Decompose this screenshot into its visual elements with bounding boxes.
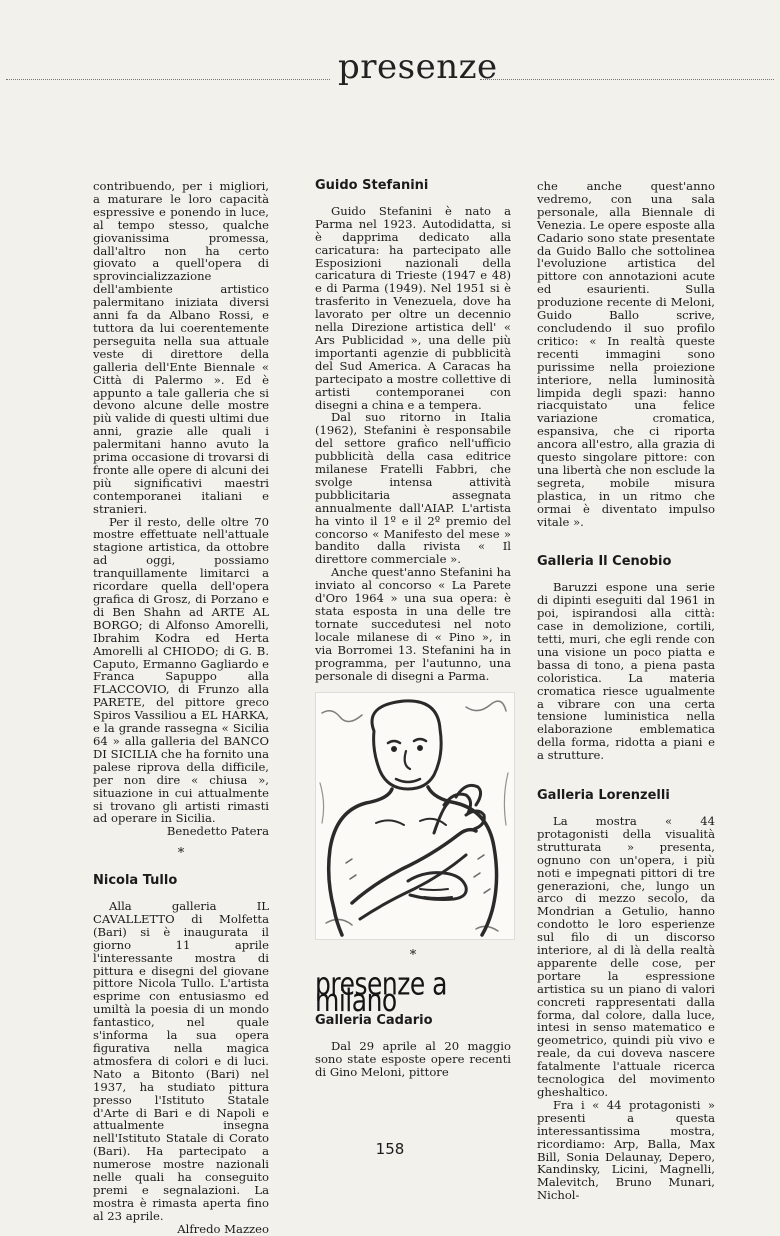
paragraph: Dal suo ritorno in Italia (1962), Stefanini è responsabile del settore grafico nell'ufficio pubblicità della casa editrice milanese Fratelli Fabbri, che svolge intensa attività pubblicitaria assegnata annualmente dall'AIAP. L'artista ha vinto il 1º e il 2º premio del concorso « Manifesto del mese » bandito dalla rivista « Il direttore commerciale ».: [315, 410, 511, 567]
paragraph: Alla galleria IL CAVALLETTO di Molfetta (Bari) si è inaugurata il giorno 11 aprile l'interessante mostra di pittura e disegni del giovane pittore Nicola Tullo. L'artista esprime con entusiasmo ed umiltà la poesia di un mondo fantastico, nel quale s'informa la sua opera figurativa nella magica atmosfera di colori e di luci. Nato a Bitonto (Bari) nel 1937, ha studiato pittura presso l'Istituto Statale d'Arte di Bari e di Napoli e attualmente insegna nell'Istituto Statale di Corato (Bari). Ha partecipato a numerose mostre nazionali nelle quali ha conseguito premi e segnalazioni. La mostra è rimasta aperta fino al 23 aprile.: [93, 899, 269, 1223]
author-signature: Benedetto Patera: [166, 824, 269, 839]
article-heading-tullo: Nicola Tullo: [93, 873, 178, 889]
article-heading-cadario: Galleria Cadario: [315, 1013, 433, 1029]
paragraph: Dal 29 aprile al 20 maggio sono state esposte opere recenti di Gino Meloni, pittore: [315, 1039, 511, 1079]
paragraph: Guido Stefanini è nato a Parma nel 1923. Autodidatta, si è dapprima dedicato alla caricatura: ha partecipato alle Esposizioni nazionali della caricatura di Trieste (1947 e 48) e di Parma (1949). Nel 1951 si è trasferito in Venezuela, dove ha lavorato per oltre un decennio nella Direzione artistica dell' « Ars Publicidad », una delle più importanti agenzie di pubblicità del Sud America. A Caracas ha partecipato a mostre collettive di artisti contemporanei con disegni a china e a tempera.: [315, 203, 511, 412]
header-rule-left: [6, 79, 330, 80]
section-separator: *: [409, 948, 417, 964]
paragraph: che anche quest'anno vedremo, con una sala personale, alla Biennale di Venezia. Le opere esposte alla Cadario sono state presentate da Guido Ballo che sottolinea l'evoluzione artistica del pittore con annotazioni acute ed esaurienti. Sulla produzione recente di Meloni, Guido Ballo scrive, concludendo il suo profilo critico: « In realtà queste recenti immagini sono purissime nella proiezione interiore, nella luminosità limpida degli spazi: hanno riacquistato una felice variazione cromatica, espansiva, che ci riporta ancora all'estro, alla grazia di questo singolare pittore: con una libertà che non esclude la segreta, mobile misura plastica, in un ritmo che ormai è diventato impulso vitale ».: [537, 179, 715, 529]
section-separator: *: [177, 846, 185, 862]
paragraph: Anche quest'anno Stefanini ha inviato al concorso « La Parete d'Oro 1964 » una sua opera: è stata esposta in una delle tre tornate succedutesi nel noto locale milanese di « Pino », in via Borromei 13. Stefanini ha in programma, per l'autunno, una personale di disegni a Parma.: [315, 565, 511, 683]
paragraph: contribuendo, per i migliori, a maturare le loro capacità espressive e ponendo in luce, al tempo stesso, qualche giovanissima promessa, dall'altro non ha certo giovato a quell'opera di sprovincializzazione dell'ambiente artistico palermitano iniziata diversi anni fa da Albano Rossi, e tuttora da lui coerentemente perseguita nella sua attuale veste di direttore della galleria dell'Ente Biennale « Città di Palermo ». Ed è appunto a tale galleria che si devono alcune delle mostre più valide di questi ultimi due anni, grazie alle quali i palermitani hanno avuto la prima occasione di trovarsi di fronte alle opere di alcuni dei più significativi maestri contemporanei italiani e stranieri.: [93, 179, 269, 516]
paragraph: Per il resto, delle oltre 70 mostre effettuate nell'attuale stagione artistica, da ottobre ad oggi, possiamo tranquillamente limitarci a ricordare quella dell'opera grafica di Grosz, di Porzano e di Ben Shahn ad ARTE AL BORGO; di Alfonso Amorelli, Ibrahim Kodra ed Herta Amorelli al CHIODO; di G. B. Caputo, Ermanno Gagliardo e Franca Sapuppo alla FLACCOVIO, di Frunzo alla PARETE, del pittore greco Spiros Vassiliou a EL HARKA, e la grande rassegna « Sicilia 64 » alla galleria del BANCO DI SICILIA che ha fornito una palese riprova della difficile, per non dire « chiusa », situazione in cui attualmente si trovano gli artisti rimasti ad operare in Sicilia.: [93, 514, 269, 826]
artwork-illustration: [315, 692, 515, 940]
column-2: [315, 180, 511, 1079]
paragraph: La mostra « 44 protagonisti della visualità strutturata » presenta, ognuno con un'opera, i più noti e impegnati pittori di tre generazioni, che, lungo un arco di mezzo secolo, da Mondrian a Getulio, hanno condotto le loro esperienze sul filo di un discorso interiore, al di là della realtà apparente delle cose, per portare la espressione artistica su un piano di valori concreti rappresentati dalla forma, dal colore, dalla luce, intesi in senso matematico e geometrico, quindi più vivo e reale, da cui doveva nascere fatalmente l'attuale ricerca tecnologica del movimento gheshaltico.: [537, 813, 715, 1099]
article-heading-stefanini: Guido Stefanini: [315, 178, 429, 193]
section-title-milano: presenze a milano: [315, 966, 447, 1019]
paragraph: Baruzzi espone una serie di dipinti eseguiti dal 1961 in poi, ispirandosi alla città: case in demolizione, cortili, tetti, muri, che egli rende con una visione un poco piatta e bassa di tono, a piena pasta coloristica. La materia cromatica riesce ugualmente a vibrare con una certa tensione luministica nella elaborazione emblematica della forma, ridotta a piani e a strutture.: [537, 580, 715, 763]
author-signature: Alfredo Mazzeo: [177, 1221, 269, 1236]
article-heading-cenobio: Galleria Il Cenobio: [537, 554, 672, 570]
column-1: [93, 180, 269, 1236]
page-title: presenze: [338, 47, 498, 87]
header-rule-right: [480, 79, 774, 80]
figure-drawing: [316, 693, 514, 939]
paragraph: Fra i « 44 protagonisti » presenti a questa interessantissima mostra, ricordiamo: Arp, Balla, Max Bill, Sonia Delaunay, Depero, Kandinsky, Licini, Magnelli, Malevitch, Bruno Munari, Nichol-: [537, 1097, 715, 1203]
article-heading-lorenzelli: Galleria Lorenzelli: [537, 788, 670, 804]
column-3: [537, 180, 715, 1202]
